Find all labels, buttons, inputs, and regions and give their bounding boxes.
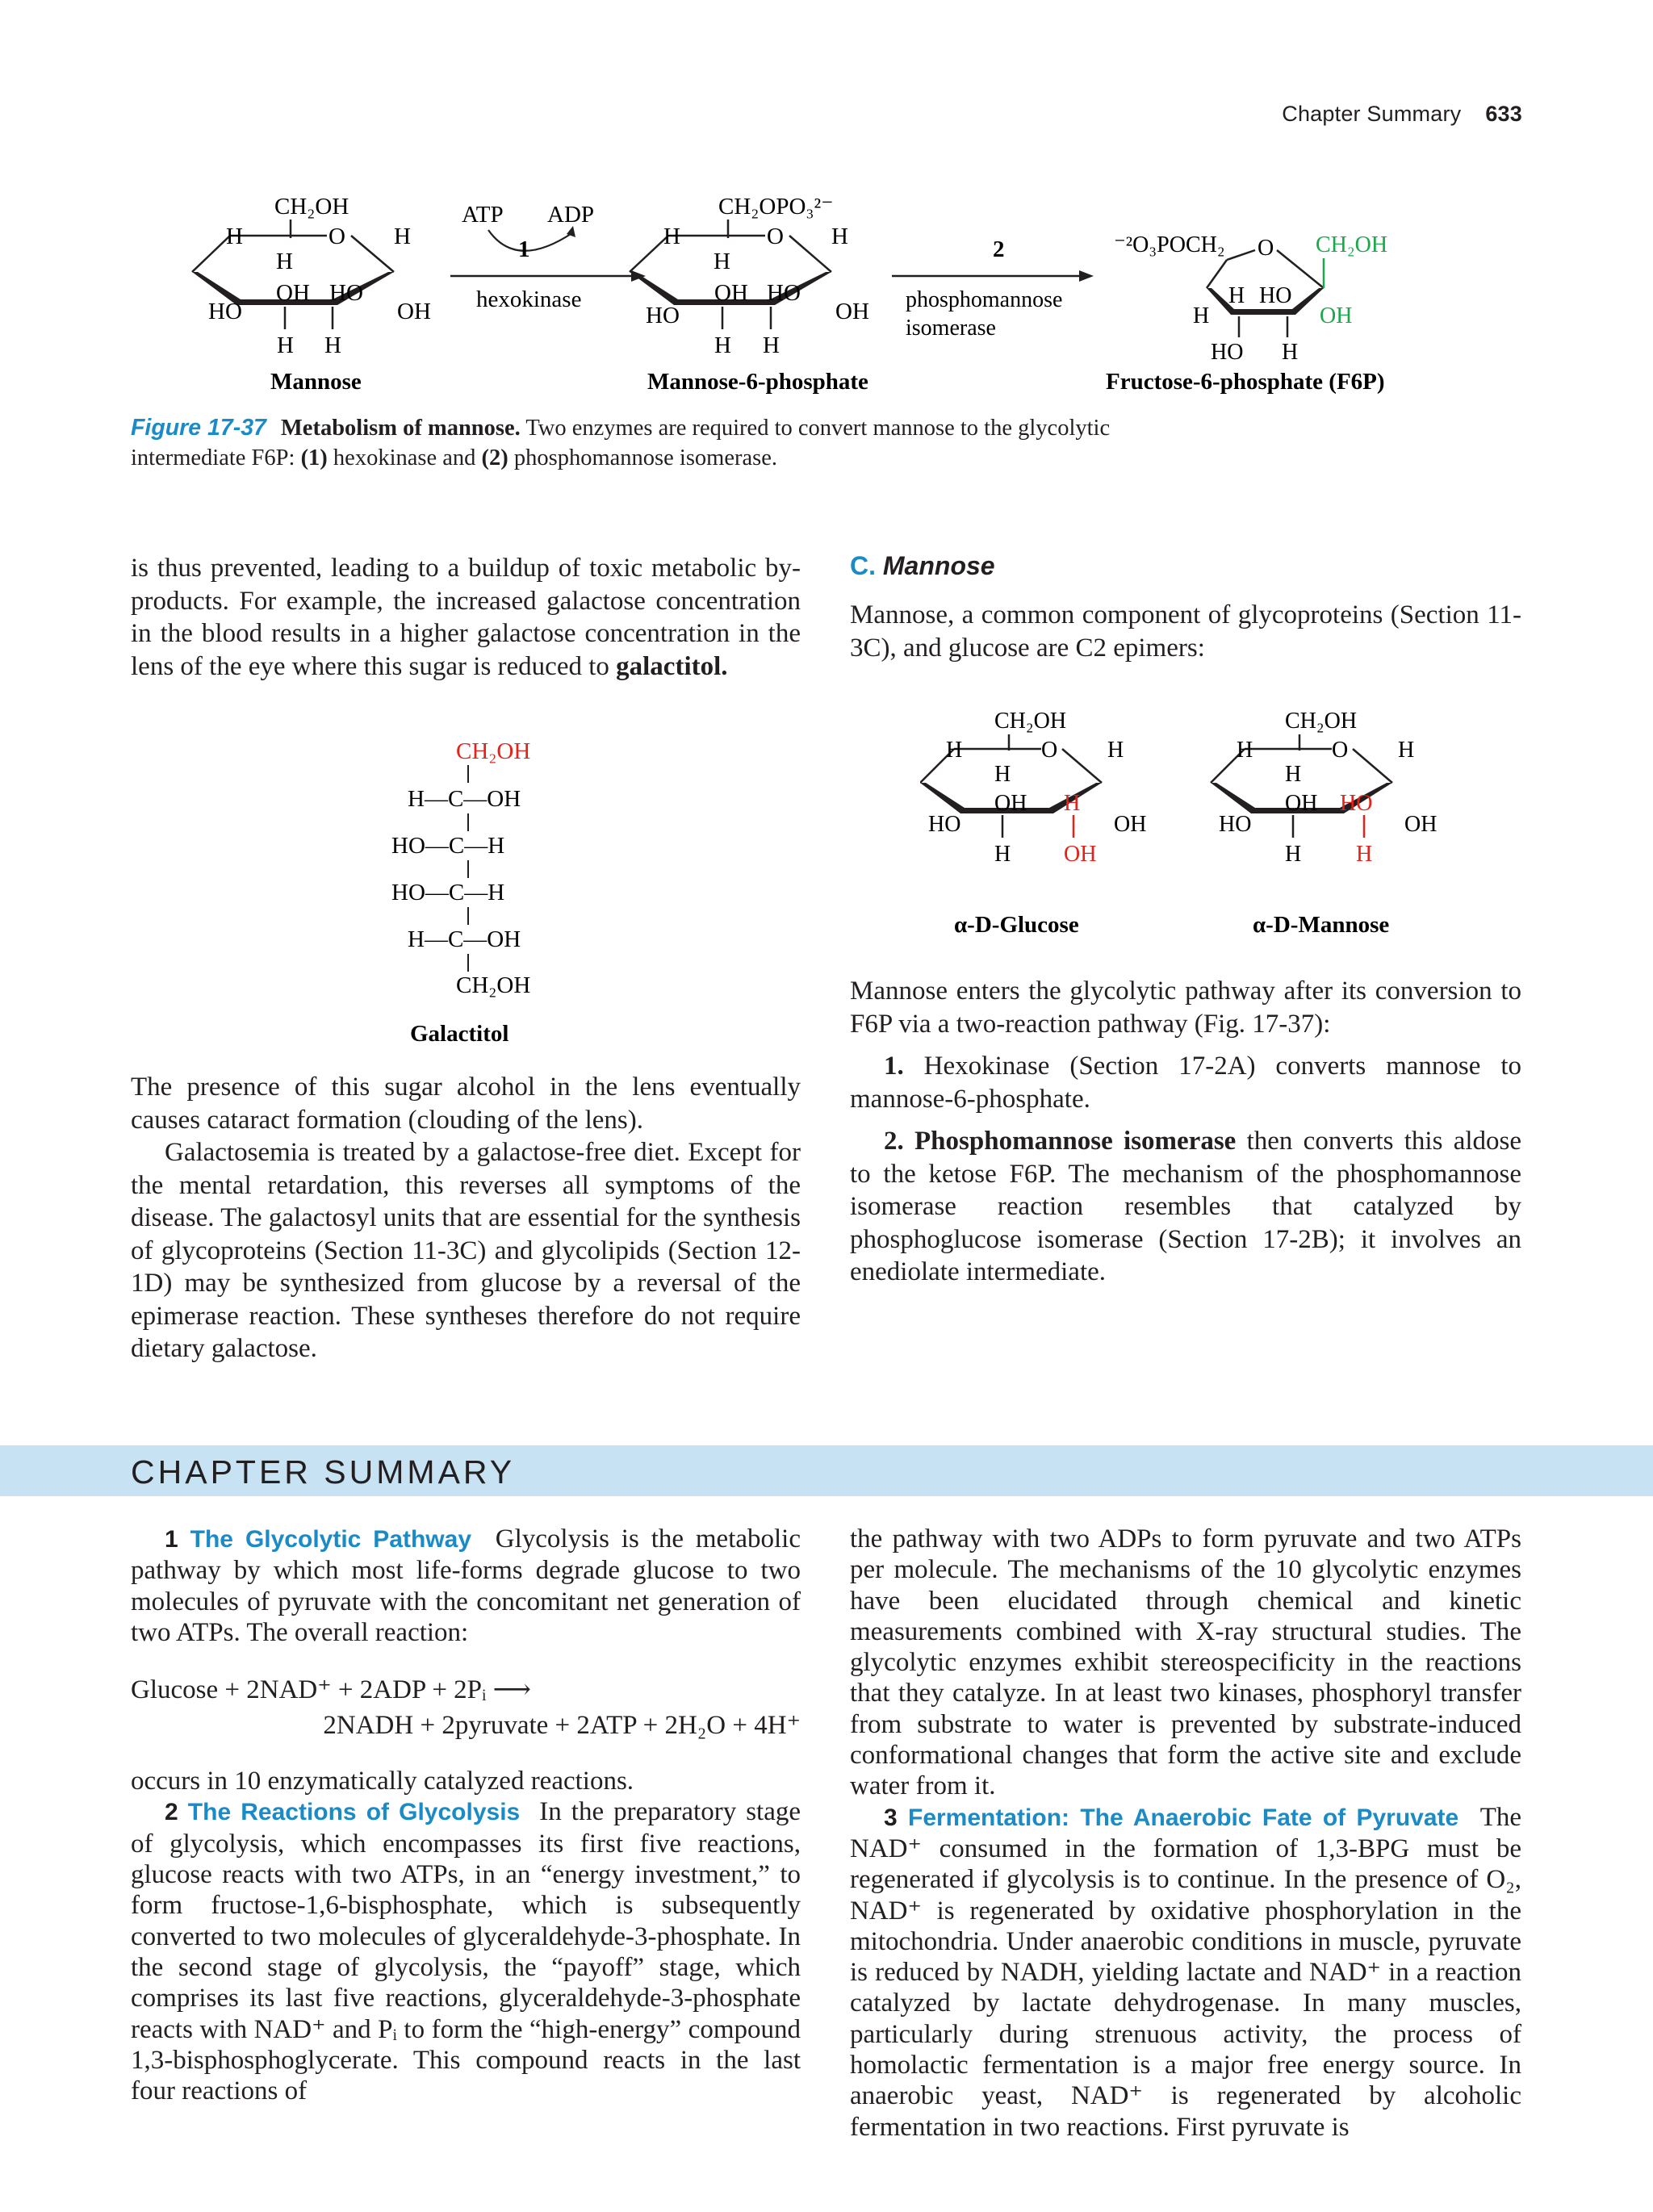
step-2-label: 2 <box>993 236 1005 262</box>
summary-item-2-text: In the preparatory stage of glycolysis, which encompasses its first five reactions, glucose reacts with two ATPs, in an “energy investment,” to form fructose-1,6-bisphosphate, which is subsequently converted to two molecules of glyceraldehyde-3-phosphate. In the second stage of glycolysis, the “payoff” stage, which comprises its last five reactions, glyceraldehyde-3-phosphate reacts with NAD⁺ and Pᵢ to form the “high-energy” compound 1,3-bisphosphoglycerate. This compound reacts in the last four reactions of <box>131 1797 801 2106</box>
f6p-oh: OH <box>1320 303 1353 328</box>
step-1-item <box>850 1050 1521 1115</box>
glucose-oh1: OH <box>994 791 1027 816</box>
step-2-text: then converts this aldose to the ketose F6P. The mechanism of the phosphomannose isomerase reaction resembles that catalyzed by phosphoglucose isomerase (Section 17-2B); it involves an enediolate intermediate. <box>850 1127 1522 1286</box>
m6p-structure <box>630 194 869 395</box>
glycolysis-equation <box>131 1672 801 1743</box>
alpha-mannose-ch2oh: CH₂OH <box>1285 709 1358 734</box>
m6p-h3: H <box>714 249 730 274</box>
m6p-ho1: HO <box>767 280 801 306</box>
glucose-ch2oh: CH₂OH <box>994 709 1067 734</box>
glucose-h3: H <box>994 762 1011 787</box>
step-1-num: 1. <box>884 1052 904 1081</box>
galactitol-label: Galactitol <box>410 1021 509 1047</box>
mannose-h1: H <box>226 224 243 249</box>
section-letter: C. <box>850 551 876 580</box>
step-2-num: 2. <box>884 1127 904 1156</box>
m6p-h5: H <box>763 332 780 358</box>
m6p-h2: H <box>831 224 848 249</box>
m6p-label: Mannose-6-phosphate <box>647 369 868 395</box>
mannose-h3: H <box>276 249 293 274</box>
running-head-title: Chapter Summary <box>1282 102 1462 126</box>
glucose-c2-oh: OH <box>1064 842 1097 867</box>
alpha-mannose-h2: H <box>1398 738 1415 763</box>
galactitol-row-1: H—C—OH <box>408 786 521 812</box>
glucose-oh2: OH <box>1114 812 1147 837</box>
alpha-mannose-oh2: OH <box>1404 812 1437 837</box>
mannose-ch2oh: CH₂OH <box>274 194 349 220</box>
mannose-h5: H <box>324 332 341 358</box>
running-head <box>1282 102 1522 127</box>
mannose-h4: H <box>277 332 294 358</box>
mannose-oh2: OH <box>397 299 431 324</box>
summary-item-1-after: occurs in 10 enzymatically catalyzed reactions. <box>131 1767 634 1796</box>
mannose-ho1: HO <box>329 280 363 306</box>
equation-line-2: 2NADH + 2pyruvate + 2ATP + 2H₂O + 4H⁺ <box>323 1711 801 1741</box>
glucose-h2: H <box>1107 738 1124 763</box>
f6p-ho2: HO <box>1211 340 1244 365</box>
chapter-summary-title: CHAPTER SUMMARY <box>131 1453 516 1491</box>
section-title: Mannose <box>882 551 995 580</box>
galactitol-row-3: HO—C—H <box>391 880 505 905</box>
m6p-ho2: HO <box>646 303 680 328</box>
epimer-structures <box>920 702 1485 944</box>
m6p-h1: H <box>663 224 680 249</box>
isomerase-label: isomerase <box>906 316 996 341</box>
left-column-top-paragraph <box>131 552 801 683</box>
alpha-mannose-label: α-D-Mannose <box>1253 912 1390 938</box>
galactitol-term: galactitol. <box>616 651 728 681</box>
caption-text-c: phosphomannose isomerase. <box>508 445 777 470</box>
page-number: 633 <box>1485 102 1522 126</box>
figure-number: Figure 17-37 <box>131 415 266 441</box>
galactitol-row-4: H—C—OH <box>408 926 521 952</box>
alpha-mannose-h1: H <box>1237 738 1253 763</box>
cataract-paragraph: The presence of this sugar alcohol in the lens eventually causes cataract formation (clouding of the lens). <box>131 1073 801 1135</box>
m6p-ring-o: O <box>767 224 784 249</box>
mannose-structure <box>192 194 431 395</box>
summary-item-3-text: The NAD⁺ consumed in the formation of 1,3-BPG must be regenerated if glycolysis is to continue. In the presence of O₂, NAD⁺ is regenerated by oxidative phosphorylation in the mitochondria. Under anaerobic conditions in muscle, pyruvate is reduced by NADH, yielding lactate and NAD⁺ in a reaction catalyzed by lactate dehydrogenase. In many muscles, particularly during strenuous activity, the process of homolactic fermentation is a major free energy source. In anaerobic yeast, NAD⁺ is regenerated by alcoholic fermentation in two reactions. First pyruvate is <box>850 1802 1521 2142</box>
glucose-h4: H <box>994 842 1011 867</box>
alpha-mannose-h4: H <box>1285 842 1302 867</box>
epimer-paragraph: Mannose, a common component of glycoproteins (Section 11-3C), and glucose are C2 epimers: <box>850 600 1521 663</box>
f6p-h3: H <box>1282 340 1299 365</box>
mannose-oh1: OH <box>276 280 310 306</box>
f6p-phosphate-group: ⁻²O₃POCH₂ <box>1114 232 1225 257</box>
glucose-ho: HO <box>928 812 961 837</box>
alpha-mannose-h3: H <box>1285 762 1302 787</box>
caption-text-a: Two enzymes are required to convert mannose to the glycolytic intermediate F6P: <box>131 416 1111 470</box>
glucose-ring-o: O <box>1041 738 1058 763</box>
step-1-label: 1 <box>518 236 530 262</box>
f6p-h1: H <box>1228 283 1245 308</box>
caption-b1: (1) <box>300 445 328 470</box>
mannose-ho2: HO <box>208 299 242 324</box>
figure-caption <box>131 413 1180 473</box>
summary-left-column <box>131 1524 801 2106</box>
alpha-mannose-c2-ho: HO <box>1340 791 1373 816</box>
caption-b2: (2) <box>481 445 508 470</box>
f6p-h2: H <box>1193 303 1210 328</box>
alpha-mannose-oh1: OH <box>1285 791 1318 816</box>
left-column-bottom-paragraphs <box>131 1071 801 1365</box>
step-2-enzyme: Phosphomannose isomerase <box>903 1127 1237 1156</box>
f6p-structure <box>1106 232 1387 395</box>
glucose-structure <box>920 709 1146 938</box>
summary-item-1-num: 1 <box>165 1526 178 1553</box>
summary-item-2-title: The Reactions of Glycolysis <box>187 1799 521 1826</box>
alpha-mannose-structure <box>1211 709 1437 938</box>
alpha-mannose-ho: HO <box>1219 812 1252 837</box>
glucose-label: α-D-Glucose <box>954 912 1079 938</box>
mannose-metabolism-figure <box>121 186 1453 404</box>
m6p-oh1: OH <box>714 280 748 306</box>
m6p-oh2: OH <box>835 299 869 324</box>
summary-item-2-num: 2 <box>165 1799 178 1826</box>
summary-item-1-title: The Glycolytic Pathway <box>190 1526 472 1553</box>
mannose-label: Mannose <box>270 369 362 395</box>
step-1-text: Hexokinase (Section 17-2A) converts mannose to mannose-6-phosphate. <box>850 1052 1521 1114</box>
section-c-heading <box>850 551 995 581</box>
f6p-label: Fructose-6-phosphate (F6P) <box>1106 369 1385 395</box>
galactitol-top-ch2oh: CH₂OH <box>456 738 531 764</box>
galactitol-structure <box>379 726 638 1049</box>
summary-item-2-continued: the pathway with two ADPs to form pyruvate and two ATPs per molecule. The mechanisms of the 10 glycolytic enzymes have been elucidated through chemical and kinetic measurements combined with X-ray structural studies. The glycolytic enzymes exhibit stereospecificity in the reactions that they catalyze. In at least two kinases, phosphoryl transfer from substrate to water is prevented by substrate-induced conformational changes that form the active site and exclude water from it. <box>850 1524 1521 1801</box>
summary-item-2-head <box>165 1799 520 1825</box>
glucose-h1: H <box>946 738 963 763</box>
alpha-mannose-ring-o: O <box>1332 738 1349 763</box>
summary-item-3-num: 3 <box>884 1804 898 1831</box>
phosphomannose-label: phosphomannose <box>906 287 1063 312</box>
mannose-ring-o: O <box>329 224 345 249</box>
galactitol-bottom-ch2oh: CH₂OH <box>456 972 531 998</box>
reaction-arrow-2 <box>892 236 1094 341</box>
summary-item-1-head <box>165 1526 471 1553</box>
f6p-ring-o: O <box>1258 236 1274 261</box>
equation-line-1: Glucose + 2NAD⁺ + 2ADP + 2Pᵢ ⟶ <box>131 1675 531 1705</box>
f6p-ch2oh: CH₂OH <box>1316 232 1388 257</box>
galactosemia-paragraph: Galactosemia is treated by a galactose-free diet. Except for the mental retardation, this reverses all symptoms of the disease. The galactosyl units that are essential for the synthesis of glycoproteins (Section 11-3C) and glycolipids (Section 12-1D) may be synthesized from glucose by a reversal of the epimerase reaction. These syntheses therefore do not require dietary galactose. <box>131 1138 801 1363</box>
atp-label: ATP <box>462 202 504 228</box>
m6p-phosphate-group: CH₂OPO₃²⁻ <box>718 194 834 220</box>
step-2-item <box>850 1125 1521 1289</box>
galactitol-row-2: HO—C—H <box>391 833 505 859</box>
reaction-arrow-1 <box>450 202 646 312</box>
mannose-pathway-paragraph: Mannose enters the glycolytic pathway after its conversion to F6P via a two-reaction pathway (Fig. 17-37): <box>850 976 1521 1039</box>
summary-item-3-head <box>884 1804 1458 1831</box>
mannose-h2: H <box>394 224 411 249</box>
summary-item-3-title: Fermentation: The Anaerobic Fate of Pyruvate <box>908 1804 1459 1831</box>
right-column-mid-paragraphs <box>850 975 1521 1289</box>
summary-right-column <box>850 1524 1521 2143</box>
alpha-mannose-c2-h: H <box>1356 842 1373 867</box>
f6p-ho1: HO <box>1259 283 1292 308</box>
adp-label: ADP <box>547 202 595 228</box>
summary-item-1-text: Glycolysis is the metabolic pathway by which most life-forms degrade glucose to two molecules of pyruvate with the concomitant net generation of two ATPs. The overall reaction: <box>131 1524 801 1647</box>
glucose-c2-h: H <box>1064 791 1081 816</box>
left-top-text: is thus prevented, leading to a buildup of toxic metabolic by-products. For example, the increased galactose concentration in the blood results in a higher galactose concentration in the lens of the eye where this sugar is reduced to <box>131 554 801 681</box>
caption-text-b: hexokinase and <box>327 445 482 470</box>
right-column-top-paragraph <box>850 599 1521 664</box>
caption-title: Metabolism of mannose. <box>280 416 521 441</box>
hexokinase-label: hexokinase <box>476 286 582 312</box>
m6p-h4: H <box>714 332 731 358</box>
